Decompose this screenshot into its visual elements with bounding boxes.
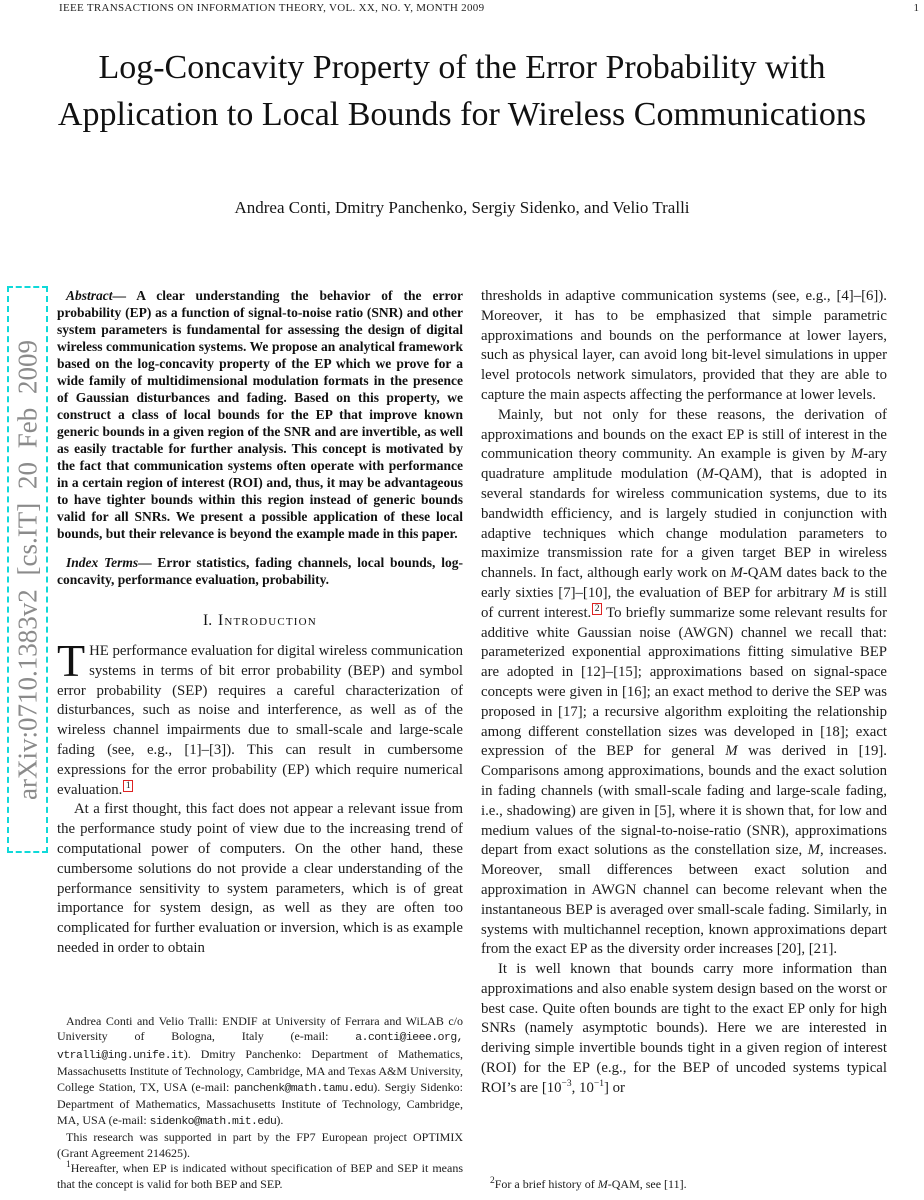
- page-number: 1: [913, 2, 919, 14]
- right-paragraph-2: Mainly, but not only for these reasons, the derivation of approximations and bounds on the exact EP is still of interest in the communication theory community. An example is given by M-ary quadrature amplitude modulation (M-QAM), that is adopted in several standards for wireless communication systems, due to its bandwidth efficiency, and is largely studied in conjunction with adaptive techniques which change modulation parameters to maximize transmission rate for a given target BEP in wireless channels. In fact, although early work on M-QAM dates back to the early sixties [7]–[10], the evaluation of BEP for arbitrary M is still of current interest. $^2$ To briefly summarize some relevant results for additive white Gaussian noise (AWGN) channel we recall that: parameterized exponential approximations fitting simulative BEP are adopted in [12]–[15]; approximations based on signal-space concepts were given in [16]; an exact method to derive the SEP was proposed in [17]; a recursive algorithm exploiting the relationship among different constellation sizes was developed in [18]; exact expression of the BEP for general M was derived in [19]. Comparisons among approximations, bounds and the exact solution in fading channels (with small-scale fading and large-scale fading, i.e., shadowing) are given in [5], where it is shown that, for low and medium values of the signal-to-noise-ratio (SNR), approximations depart from exact solutions as the constellation size, M, increases. Moreover, small differences between exact solution and approximation in AWGN channel can become relevant when the instantaneous BEP is averaged over small-scale fading. Similarly, in systems with multichannel reception, known approximations depart from the exact EP as the diversity order increases [20], [21].: [481, 406, 887, 958]
- right-paragraph-3: It is well known that bounds carry more information than approximations and also enable system design based on the worst or best case. Quite often bounds are tight to the exact EP only for high SNRs (namely asymptotic bounds). Here we are interested in deriving simple invertible bounds tight in a given region of interest (ROI) for the EP (e.g., for the BEP of uncoded systems typical ROI’s are [$10^{-3}$, $10^{-1}$] or: [481, 961, 887, 1096]
- arxiv-stamp[interactable]: [7, 286, 48, 853]
- footnote-marker: −1: [593, 1078, 604, 1089]
- left-footnotes-block: [57, 1014, 463, 1193]
- footnote-1: $^1$Hereafter, when EP is indicated without specification of BEP and SEP it means that the concept is valid for both BEP and SEP.: [57, 1160, 463, 1191]
- footnote-funding: This research was supported in part by the FP7 European project OPTIMIX (Grant Agreement 214625).: [57, 1130, 463, 1160]
- paper-title: Log-Concavity Property of the Error Probability with Application to Local Bounds for Wireless Communications: [57, 49, 867, 133]
- right-footnotes-block: [481, 1177, 887, 1193]
- left-column: [57, 287, 463, 1192]
- footnote-marker: 2: [490, 1175, 495, 1186]
- section-number: I.: [203, 612, 213, 629]
- journal-header: IEEE TRANSACTIONS ON INFORMATION THEORY, VOL. XX, NO. Y, MONTH 2009: [59, 2, 485, 14]
- email-address: panchenk@math.tamu.edu: [233, 1082, 374, 1095]
- footnote-marker: 1: [66, 1160, 71, 1170]
- email-address: a.conti@ieee.org, vtralli@ing.unife.it: [57, 1032, 463, 1062]
- abstract-paragraph: Abstract— A clear understanding the behavior of the error probability (EP) as a function of signal-to-noise ratio (SNR) and other system parameters is fundamental for assessing the design of digital wireless communication systems. We propose an analytical framework based on the log-concavity property of the EP which we prove for a wide family of multidimensional modulation formats in the presence of Gaussian disturbances and fading. Based on this property, we construct a class of local bounds for the EP that improve known generic bounds in a given region of the SNR and are invertible, as well as easily tractable for further analysis. This concept is motivated by the fact that communication systems often operate with performance in a certain region of interest (ROI) and, thus, it may be advantageous to have tighter bounds within this region instead of generic bounds valid for all SNRs. We present a possible application of these local bounds, but their relevance is beyond the example made in this paper.: [57, 288, 463, 541]
- footnote-link-marker[interactable]: 1: [123, 780, 133, 792]
- footnote-2: $^2$For a brief history of M-QAM, see [11].: [490, 1175, 687, 1191]
- paper-authors: Andrea Conti, Dmitry Panchenko, Sergiy Sidenko, and Velio Tralli: [234, 198, 690, 217]
- intro-paragraph-2: At a first thought, this fact does not appear a relevant issue from the performance study point of view due to the increasing trend of computational power of computers. On the other hand, these cumbersome solutions do not provide a clear understanding of the performance sensitivity to system parameters, which is of great importance for system design, as well as they are often too complicated for further evaluation or inversion, which is as example needed in order to obtain: [57, 801, 463, 956]
- section-heading-introduction: [57, 612, 463, 630]
- two-column-body: [57, 287, 887, 1192]
- email-address: sidenko@math.mit.edu: [149, 1115, 277, 1128]
- footnote-marker: −3: [561, 1078, 572, 1089]
- arxiv-stamp-text: arXiv:0710.1383v2 [cs.IT] 20 Feb 2009: [12, 339, 42, 800]
- footnote-affiliations: Andrea Conti and Velio Tralli: ENDIF at University of Ferrara and WiLAB c/o University of Bologna, Italy (e-mail: a.conti@ieee.org, vtralli@ing.unife.it). Dmitry Panchenko: Department of Mathematics, Massachusetts Institute of Technology, Cambridge, MA and Texas A&M University, College Station, TX, USA (e-mail: panchenk@math.tamu.edu). Sergiy Sidenko: Department of Mathematics, Massachusetts Institute of Technology, Cambridge, MA, USA (e-mail: sidenko@math.mit.edu).: [57, 1013, 463, 1128]
- index-terms-paragraph: Index Terms— Error statistics, fading channels, local bounds, log-concavity, performance evaluation, probability.: [57, 555, 463, 587]
- intro-paragraph-1: THE performance evaluation for digital wireless communication systems in terms of bit error probability (BEP) and symbol error probability (SEP) requires a careful characterization of disturbances, such as noise and interference, as well as of the wireless channel impairments due to small-scale and large-scale fading (see, e.g., [1]–[3]). This can result in cumbersome expressions for the error probability (EP) which require numerical evaluation. $^1$: [57, 635, 463, 798]
- footnote-link-marker[interactable]: 2: [592, 603, 602, 615]
- section-title: Introduction: [217, 612, 317, 629]
- right-paragraph-1: thresholds in adaptive communication systems (see, e.g., [4]–[6]). Moreover, it has to be emphasized that simple parametric approximations and bounds on the performance at lower layers, such as physical layer, can avoid long bit-level simulations in upper level protocols network simulators, provided that they are able to capture the main aspects affecting the performance at lower levels.: [481, 288, 887, 403]
- drop-cap: T: [57, 635, 86, 686]
- right-column: [481, 287, 887, 1192]
